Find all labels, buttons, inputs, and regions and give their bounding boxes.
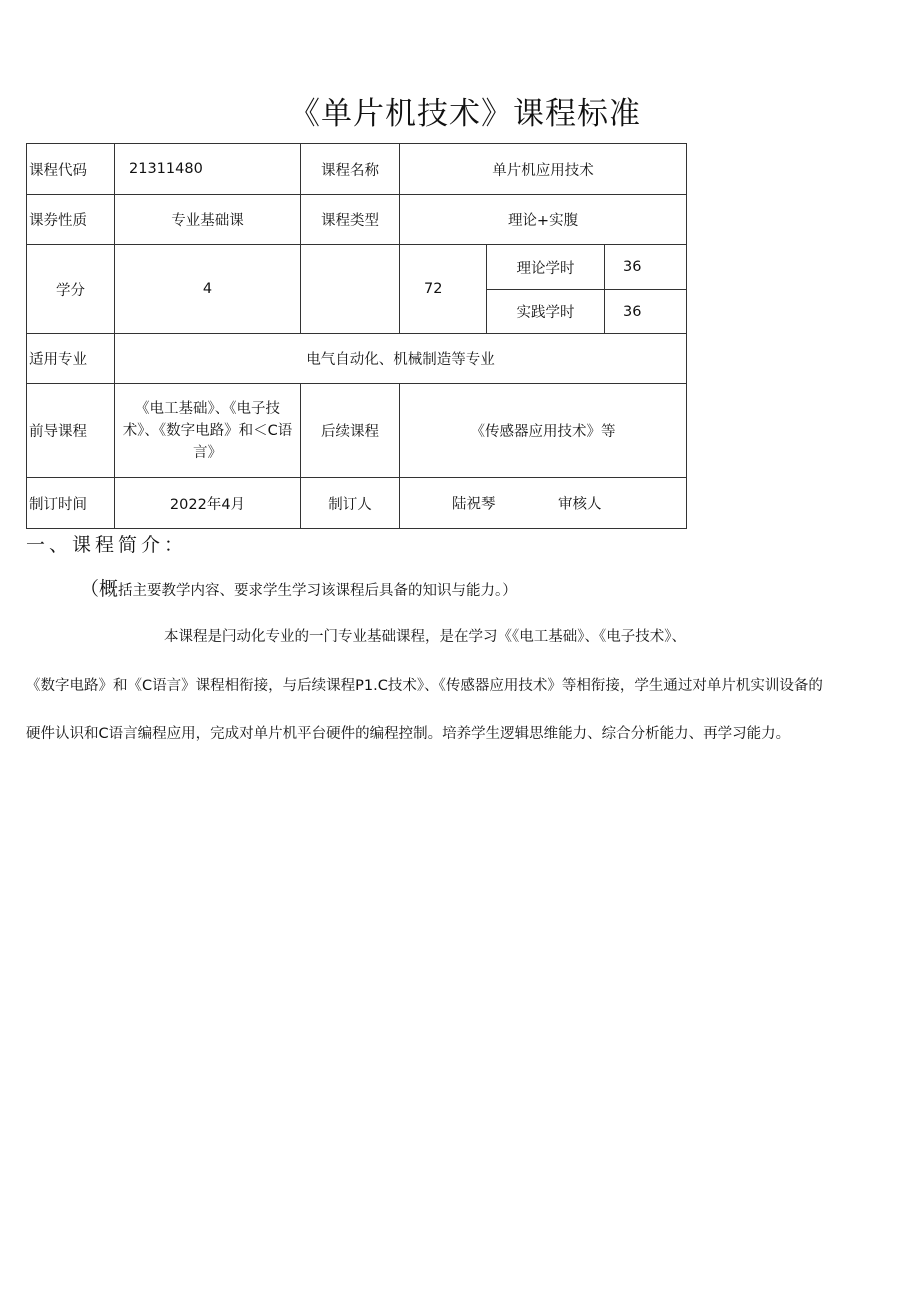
table-row <box>27 334 687 384</box>
applicable-major-label: 适用专业 <box>27 334 115 384</box>
practice-hours-value: 36 <box>605 290 687 334</box>
author-reviewer-cell <box>400 478 687 529</box>
course-nature-label: 课券性质 <box>27 195 115 245</box>
course-type-value: 理论+实腹 <box>400 195 687 245</box>
section-heading: 一、课程简介： <box>26 534 188 556</box>
author-value: 陆祝琴 <box>452 496 496 513</box>
prerequisite-label: 前导课程 <box>27 384 115 478</box>
prerequisite-value: 《电工基础》、《电子技术》、《数字电路》和＜C语言》 <box>115 384 301 478</box>
credit-label: 学分 <box>27 245 115 334</box>
credit-value: 4 <box>115 245 301 334</box>
follow-up-value: 《传感器应用技术》等 <box>400 384 687 478</box>
paragraph-line: 本课程是闩动化专业的一门专业基础课程，是在学习《《电工基础》、《电子技术》、 <box>164 629 686 645</box>
reviewer-label: 审核人 <box>558 496 602 513</box>
note-text: 括主要教学内容、要求学生学习该课程后具备的知识与能力。） <box>118 583 517 599</box>
paragraph-line: 硬件认识和C语言编程应用，完成对单片机平台硬件的编程控制。培养学生逻辑思维能力、综合分析能力、再学习能力。 <box>26 726 791 742</box>
date-value: 2022年4月 <box>115 478 301 529</box>
course-code-value: 21311480 <box>115 144 301 195</box>
table-row <box>27 245 687 290</box>
course-name-label: 课程名称 <box>301 144 400 195</box>
course-info-table <box>26 143 687 529</box>
course-name-value: 单片机应用技术 <box>400 144 687 195</box>
course-type-label: 课程类型 <box>301 195 400 245</box>
total-hours-value: 72 <box>400 245 487 334</box>
course-code-label: 课程代码 <box>27 144 115 195</box>
section-note <box>80 574 517 601</box>
page-title: 《单片机技术》课程标准 <box>289 96 641 132</box>
table-row <box>27 195 687 245</box>
applicable-major-value: 电气自动化、机械制造等专业 <box>115 334 687 384</box>
course-nature-value: 专业基础课 <box>115 195 301 245</box>
date-label: 制订时间 <box>27 478 115 529</box>
practice-hours-label: 实践学时 <box>487 290 605 334</box>
note-open: （概 <box>80 578 119 600</box>
author-label: 制订人 <box>301 478 400 529</box>
paragraph-line: 《数字电路》和《C语言》课程相衔接，与后续课程P1.C技术》、《传感器应用技术》等相衔接，学生通过对单片机实训设备的 <box>26 678 823 694</box>
theory-hours-label: 理论学时 <box>487 245 605 290</box>
table-row <box>27 144 687 195</box>
theory-hours-value: 36 <box>605 245 687 290</box>
table-row <box>27 478 687 529</box>
table-row <box>27 384 687 478</box>
follow-up-label: 后续课程 <box>301 384 400 478</box>
empty-cell <box>301 245 400 334</box>
